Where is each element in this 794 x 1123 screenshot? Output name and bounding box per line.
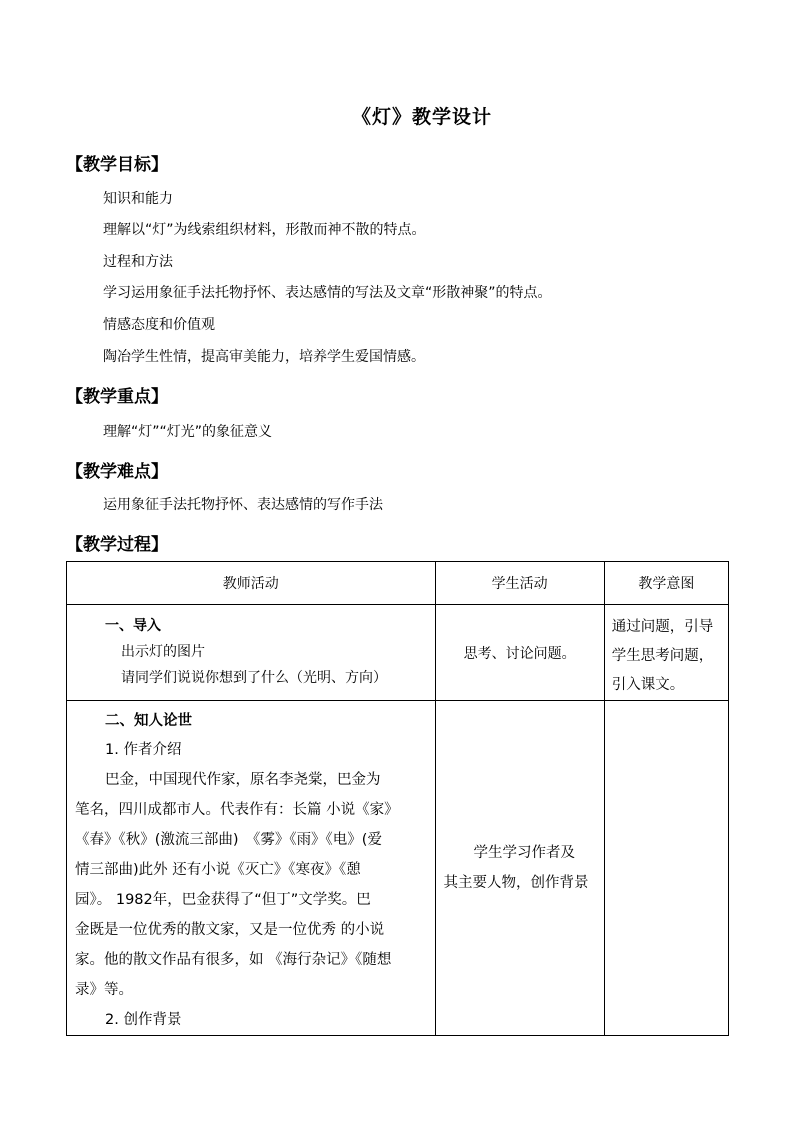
row2-intent-cell — [604, 701, 728, 1036]
row2-para-line: 园》。 1982年，巴金获得了“但丁”文学奖。巴 — [75, 892, 371, 908]
row2-para-line: 金既是一位优秀的散文家，又是一位优秀 的小说 — [75, 922, 385, 938]
table-header-row — [67, 562, 729, 605]
goal-line: 学习运用象征手法托物抒怀、表达感情的写法及文章“形散神聚”的特点。 — [103, 285, 552, 301]
row1-teacher-title: 一、导入 — [105, 618, 161, 634]
goal-line: 知识和能力 — [103, 191, 173, 207]
row1-intent-cell — [604, 605, 728, 701]
goals-heading: 【教学目标】 — [66, 155, 168, 175]
header-student: 学生活动 — [435, 562, 604, 605]
row1-intent-line: 学生思考问题， — [611, 648, 714, 664]
header-intent: 教学意图 — [604, 562, 728, 605]
row2-para-line: 录》等。 — [75, 982, 133, 998]
process-heading: 【教学过程】 — [66, 535, 168, 555]
table-row — [67, 605, 729, 701]
goal-line: 陶冶学生性情，提高审美能力，培养学生爱国情感。 — [103, 349, 425, 365]
difficulty-line: 运用象征手法托物抒怀、表达感情的写作手法 — [103, 497, 383, 513]
row2-para-line: 笔名，四川成都市人。代表作有：长篇 小说《家》 — [75, 802, 399, 818]
goal-line: 情感态度和价值观 — [103, 317, 215, 333]
row2-para-line: 巴金，中国现代作家，原名李尧棠，巴金为 — [105, 772, 381, 788]
row1-student-cell — [435, 605, 604, 701]
row2-student-line: 其主要人物，创作背景 — [443, 875, 589, 891]
goal-line: 理解以“灯”为线索组织材料，形散而神不散的特点。 — [103, 222, 426, 238]
row2-sub2: 2. 创作背景 — [105, 1012, 182, 1028]
row2-para-line: 《春》《秋》(激流三部曲) 《雾》《雨》《电》(爱 — [75, 832, 382, 848]
row1-intent-line: 通过问题，引导 — [611, 619, 714, 635]
process-table — [66, 561, 729, 1036]
row2-teacher-title: 二、知人论世 — [105, 713, 192, 729]
row2-teacher-cell — [67, 701, 436, 1036]
document-title: 《灯》教学设计 — [351, 106, 492, 128]
row1-student-text: 思考、讨论问题。 — [463, 645, 576, 662]
row2-student-line: 学生学习作者及 — [473, 845, 576, 861]
row2-para-line: 情三部曲)此外 还有小说《灭亡》《寒夜》《憩 — [75, 862, 361, 878]
key-heading: 【教学重点】 — [66, 387, 168, 407]
row2-sub1: 1. 作者介绍 — [105, 742, 182, 758]
difficulty-heading: 【教学难点】 — [66, 462, 168, 482]
row2-para-line: 家。他的散文作品有很多，如 《海行杂记》《随想 — [75, 952, 392, 968]
row2-student-cell — [435, 701, 604, 1036]
goal-line: 过程和方法 — [103, 254, 173, 270]
row1-teacher-line: 请同学们说说你想到了什么（光明、方向） — [121, 670, 387, 686]
table-row — [67, 701, 729, 1036]
key-line: 理解“灯”“灯光”的象征意义 — [103, 424, 273, 440]
row1-intent-line: 引入课文。 — [611, 677, 685, 693]
row1-teacher-line: 出示灯的图片 — [121, 644, 205, 660]
row1-teacher-cell — [67, 605, 436, 701]
header-teacher: 教师活动 — [67, 562, 436, 605]
